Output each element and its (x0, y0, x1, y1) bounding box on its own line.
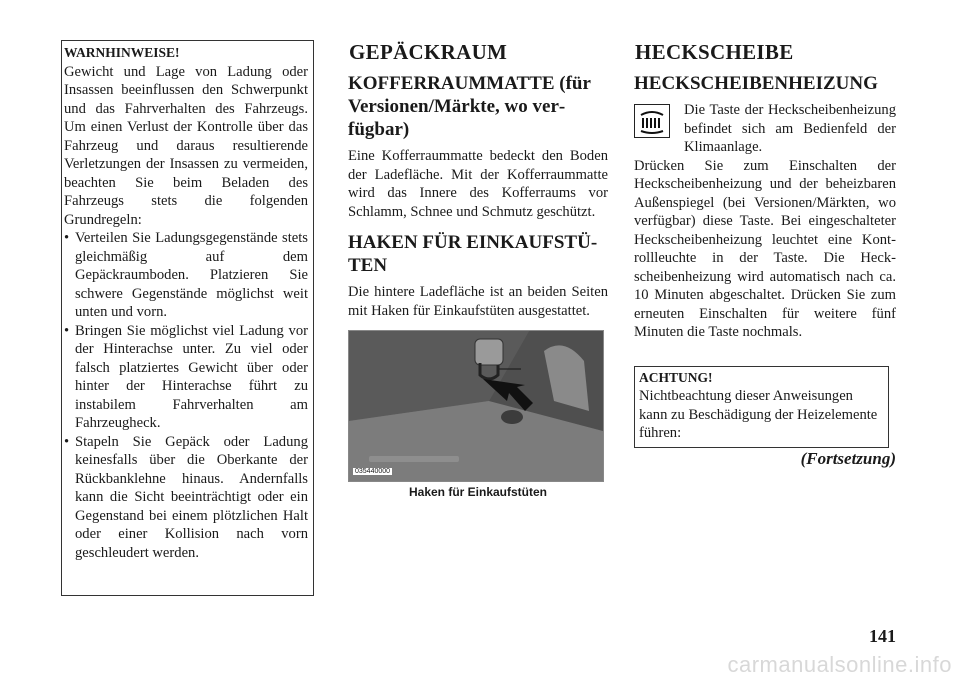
figure-caption: Haken für Einkaufstüten (408, 485, 548, 499)
rear-defrost-icon (634, 104, 670, 138)
shopping-hooks-text: Die hintere Ladefläche ist an beiden Seiten mit Haken für Einkaufstüten ausgestattet. (348, 284, 608, 319)
middle-column (348, 40, 608, 499)
warning-intro: Gewicht und Lage von Ladung oder Insassen beeinflussen den Schwerpunkt und das Fahrverhalten des Fahrzeugs. Um einen Verlust der Kontrolle über das Fahrzeug und daraus resultierende Verletzungen der Insassen zu vermeiden, beachten Sie beim Beladen des Fahrzeugs stets die folgenden Grundregeln: (64, 63, 308, 228)
rear-defrost-text: Drücken Sie zum Einschalten der Heckscheibenheizung und der beheizbaren Außenspiegel (bei Versionen/Märkten, wo verfügbar) diese Taste. Bei eingeschalteter Heckscheibenheizung leuchtet eine Kontrollleuchte in der Taste. Die Heckscheibenheizung wird automatisch nach ca. 10 Minuten abgeschaltet. Drücken Sie zum erneuten Einschalten für weitere fünf Minuten die Taste nochmals. (634, 157, 896, 340)
warning-list (64, 229, 308, 562)
watermark: carmanualsonline.info (727, 652, 952, 677)
warning-bullet-3: • Stapeln Sie Gepäck oder Ladung keinesfalls über die Oberkante der Rückbanklehne hinaus. Andernfalls kann die Sicht beeinträchtigt oder ein Gegenstand bei einem plötzlichen Halt oder einer Kollision nach vorn geschleudert werden. (64, 433, 308, 563)
figure-code: 035440000 (355, 468, 391, 475)
shopping-hook-figure (348, 330, 604, 482)
rear-defrost-intro (634, 101, 896, 157)
warning-bullet-2: • Bringen Sie möglichst viel Ladung vor der Hinterachse unter. Zu viel oder falsch platziertes Gewicht über oder hinter der Hinterachse führt zu instabilem Fahrverhalten am Fahrzeugheck. (64, 322, 308, 433)
warning-title: WARNHINWEISE! (64, 45, 180, 60)
rear-defrost-intro-text: Die Taste der Heckscheibenheizung befindet sich am Bedienfeld der Klimaanlage. (684, 102, 896, 155)
page-number: 141 (869, 626, 896, 646)
trunk-illustration (349, 331, 603, 481)
warning-bullet-1: • Verteilen Sie Ladungsgegenstände stets gleichmäßig auf dem Gepäckraumboden. Platzieren Sie schwere Gegenstände möglichst weit unten und vorn. (64, 229, 308, 322)
warning-box (61, 40, 314, 596)
caution-title: ACHTUNG! (639, 369, 713, 385)
shopping-hooks-heading: HAKEN FÜR EINKAUFSTÜTEN (348, 232, 598, 276)
cargo-heading: GEPÄCKRAUM (349, 40, 508, 64)
right-column (634, 40, 896, 469)
caution-box (634, 366, 889, 448)
continued-label: (Fortsetzung) (800, 448, 896, 468)
left-column (61, 40, 314, 596)
cargo-mat-heading: KOFFERRAUMMATTE (für Versionen/Märkte, wo verfügbar) (348, 73, 591, 140)
rear-defrost-heading: HECKSCHEIBENHEIZUNG (634, 73, 878, 94)
rear-window-heading: HECKSCHEIBE (635, 40, 794, 64)
cargo-mat-text: Eine Kofferraummatte bedeckt den Boden der Ladefläche. Mit der Kofferraummatte wird das Innere des Kofferraums vor Schlamm, Schnee und Schmutz geschützt. (348, 148, 608, 220)
caution-text: Nichtbeachtung dieser Anweisungen kann zu Beschädigung der Heizelemente führen: (639, 388, 878, 441)
